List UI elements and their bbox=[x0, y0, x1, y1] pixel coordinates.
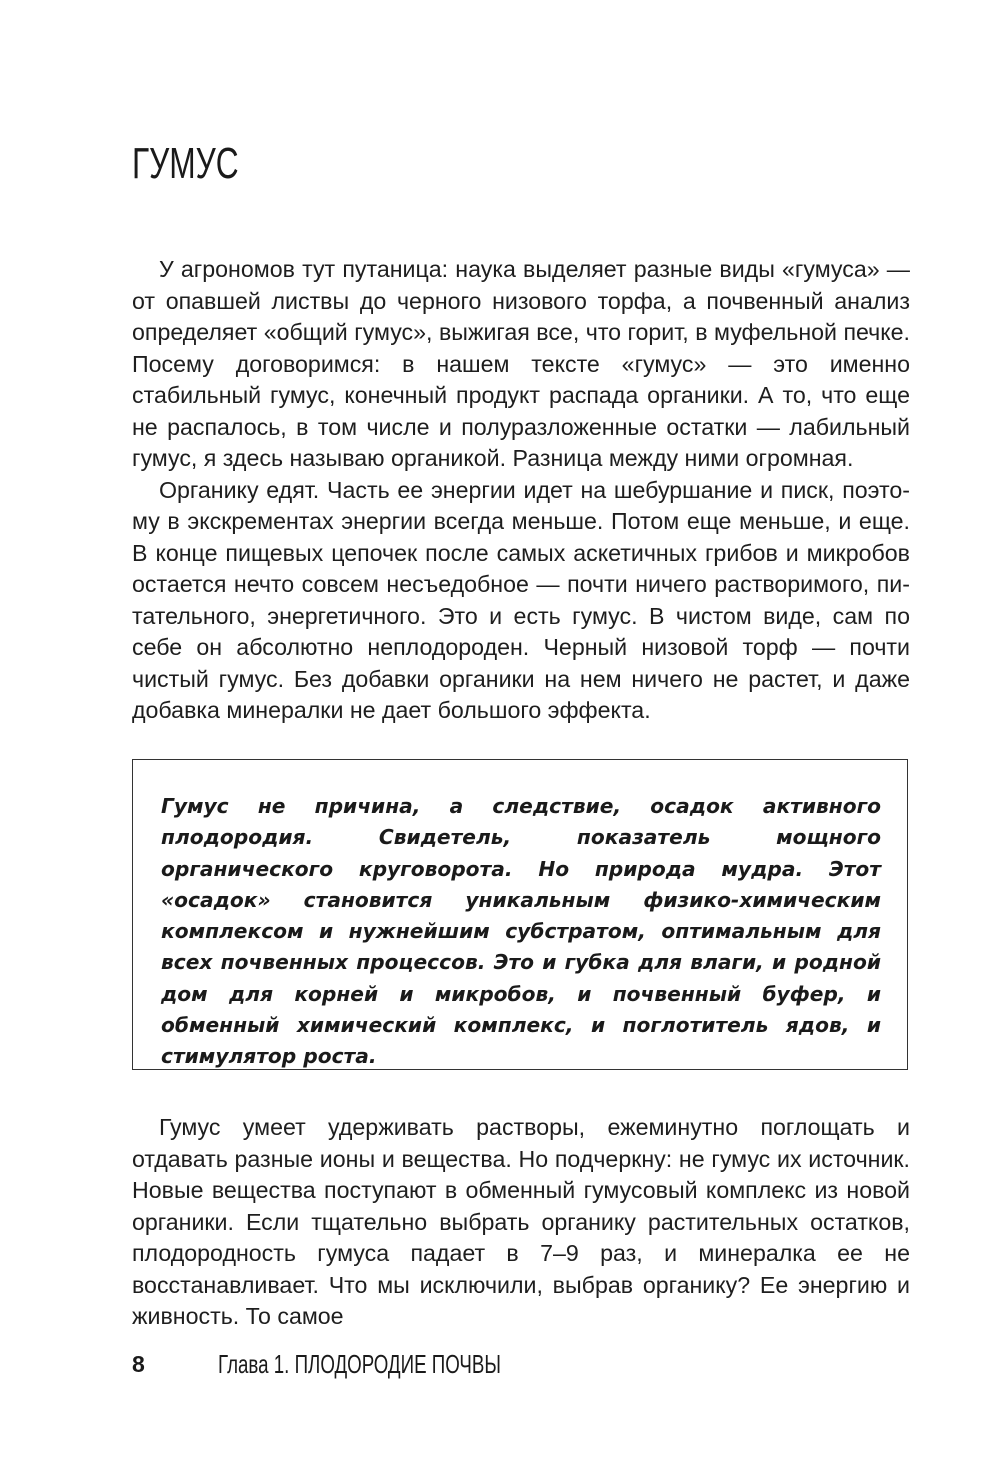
page-number: 8 bbox=[132, 1351, 145, 1377]
page-footer bbox=[132, 1348, 732, 1384]
paragraph-1: У агрономов тут путаница: наука выделяет разные виды «гумуса» — от опавшей листвы до черного низового торфа, а почвенный анализ определяет «общий гумус», выжигая все, что горит, в муфельной печке. Посему договоримся: в нашем тексте «гумус» — это именно стабильный гумус, конечный продукт распада органики. А то, что еще не распалось, в том числе и полуразложенные остатки — лабильный гумус, я здесь называю органикой. Разница между ними огромная. bbox=[132, 256, 910, 471]
paragraph-2: Органику едят. Часть ее энергии идет на шебуршание и писк, поэтому в экскрементах энергии всегда меньше. Потом еще меньше, и еще. В конце пищевых цепочек после самых аскетичных грибов и микробов остается нечто совсем несъедобное — почти ничего растворимого, питательного, энергетичного. Это и есть гумус. В чистом виде, сам по себе он абсолютно неплодороден. Черный низовой торф — почти чистый гумус. Без добавки органики на нем ничего не растет, и даже добавка минералки не дает большого эффекта. bbox=[132, 476, 910, 723]
callout-box bbox=[132, 759, 908, 1070]
callout-text: Гумус не причина, а следствие, осадок активного плодородия. Свидетель, показатель мощного органического круговорота. Но природа мудра. Этот «осадок» становится уникальным физико-химическим комплексом и нужнейшим субстратом, оптимальным для всех почвенных процессов. Это и губка для влаги, и родной дом для корней и микробов, и почвенный буфер, и обменный химический комплекс, и поглотитель ядов, и стимулятор роста. bbox=[161, 794, 881, 1069]
main-text-top bbox=[132, 254, 910, 727]
running-head: Глава 1. ПЛОДОРОДИЕ ПОЧВЫ bbox=[218, 1349, 501, 1379]
main-text-bottom bbox=[132, 1112, 910, 1333]
section-title: ГУМУС bbox=[132, 139, 239, 188]
paragraph-3: Гумус умеет удерживать растворы, ежеминутно поглощать и отдавать разные ионы и вещества. Но подчеркну: не гумус их источник. Новые вещества поступают в обменный гумусовый комплекс из новой органики. Если тщательно выбрать органику растительных остатков, плодородность гумуса падает в 7–9 раз, и минералка ее не восстанавливает. Что мы исключили, выбрав органику? Ее энергию и живность. То самое bbox=[132, 1114, 910, 1329]
